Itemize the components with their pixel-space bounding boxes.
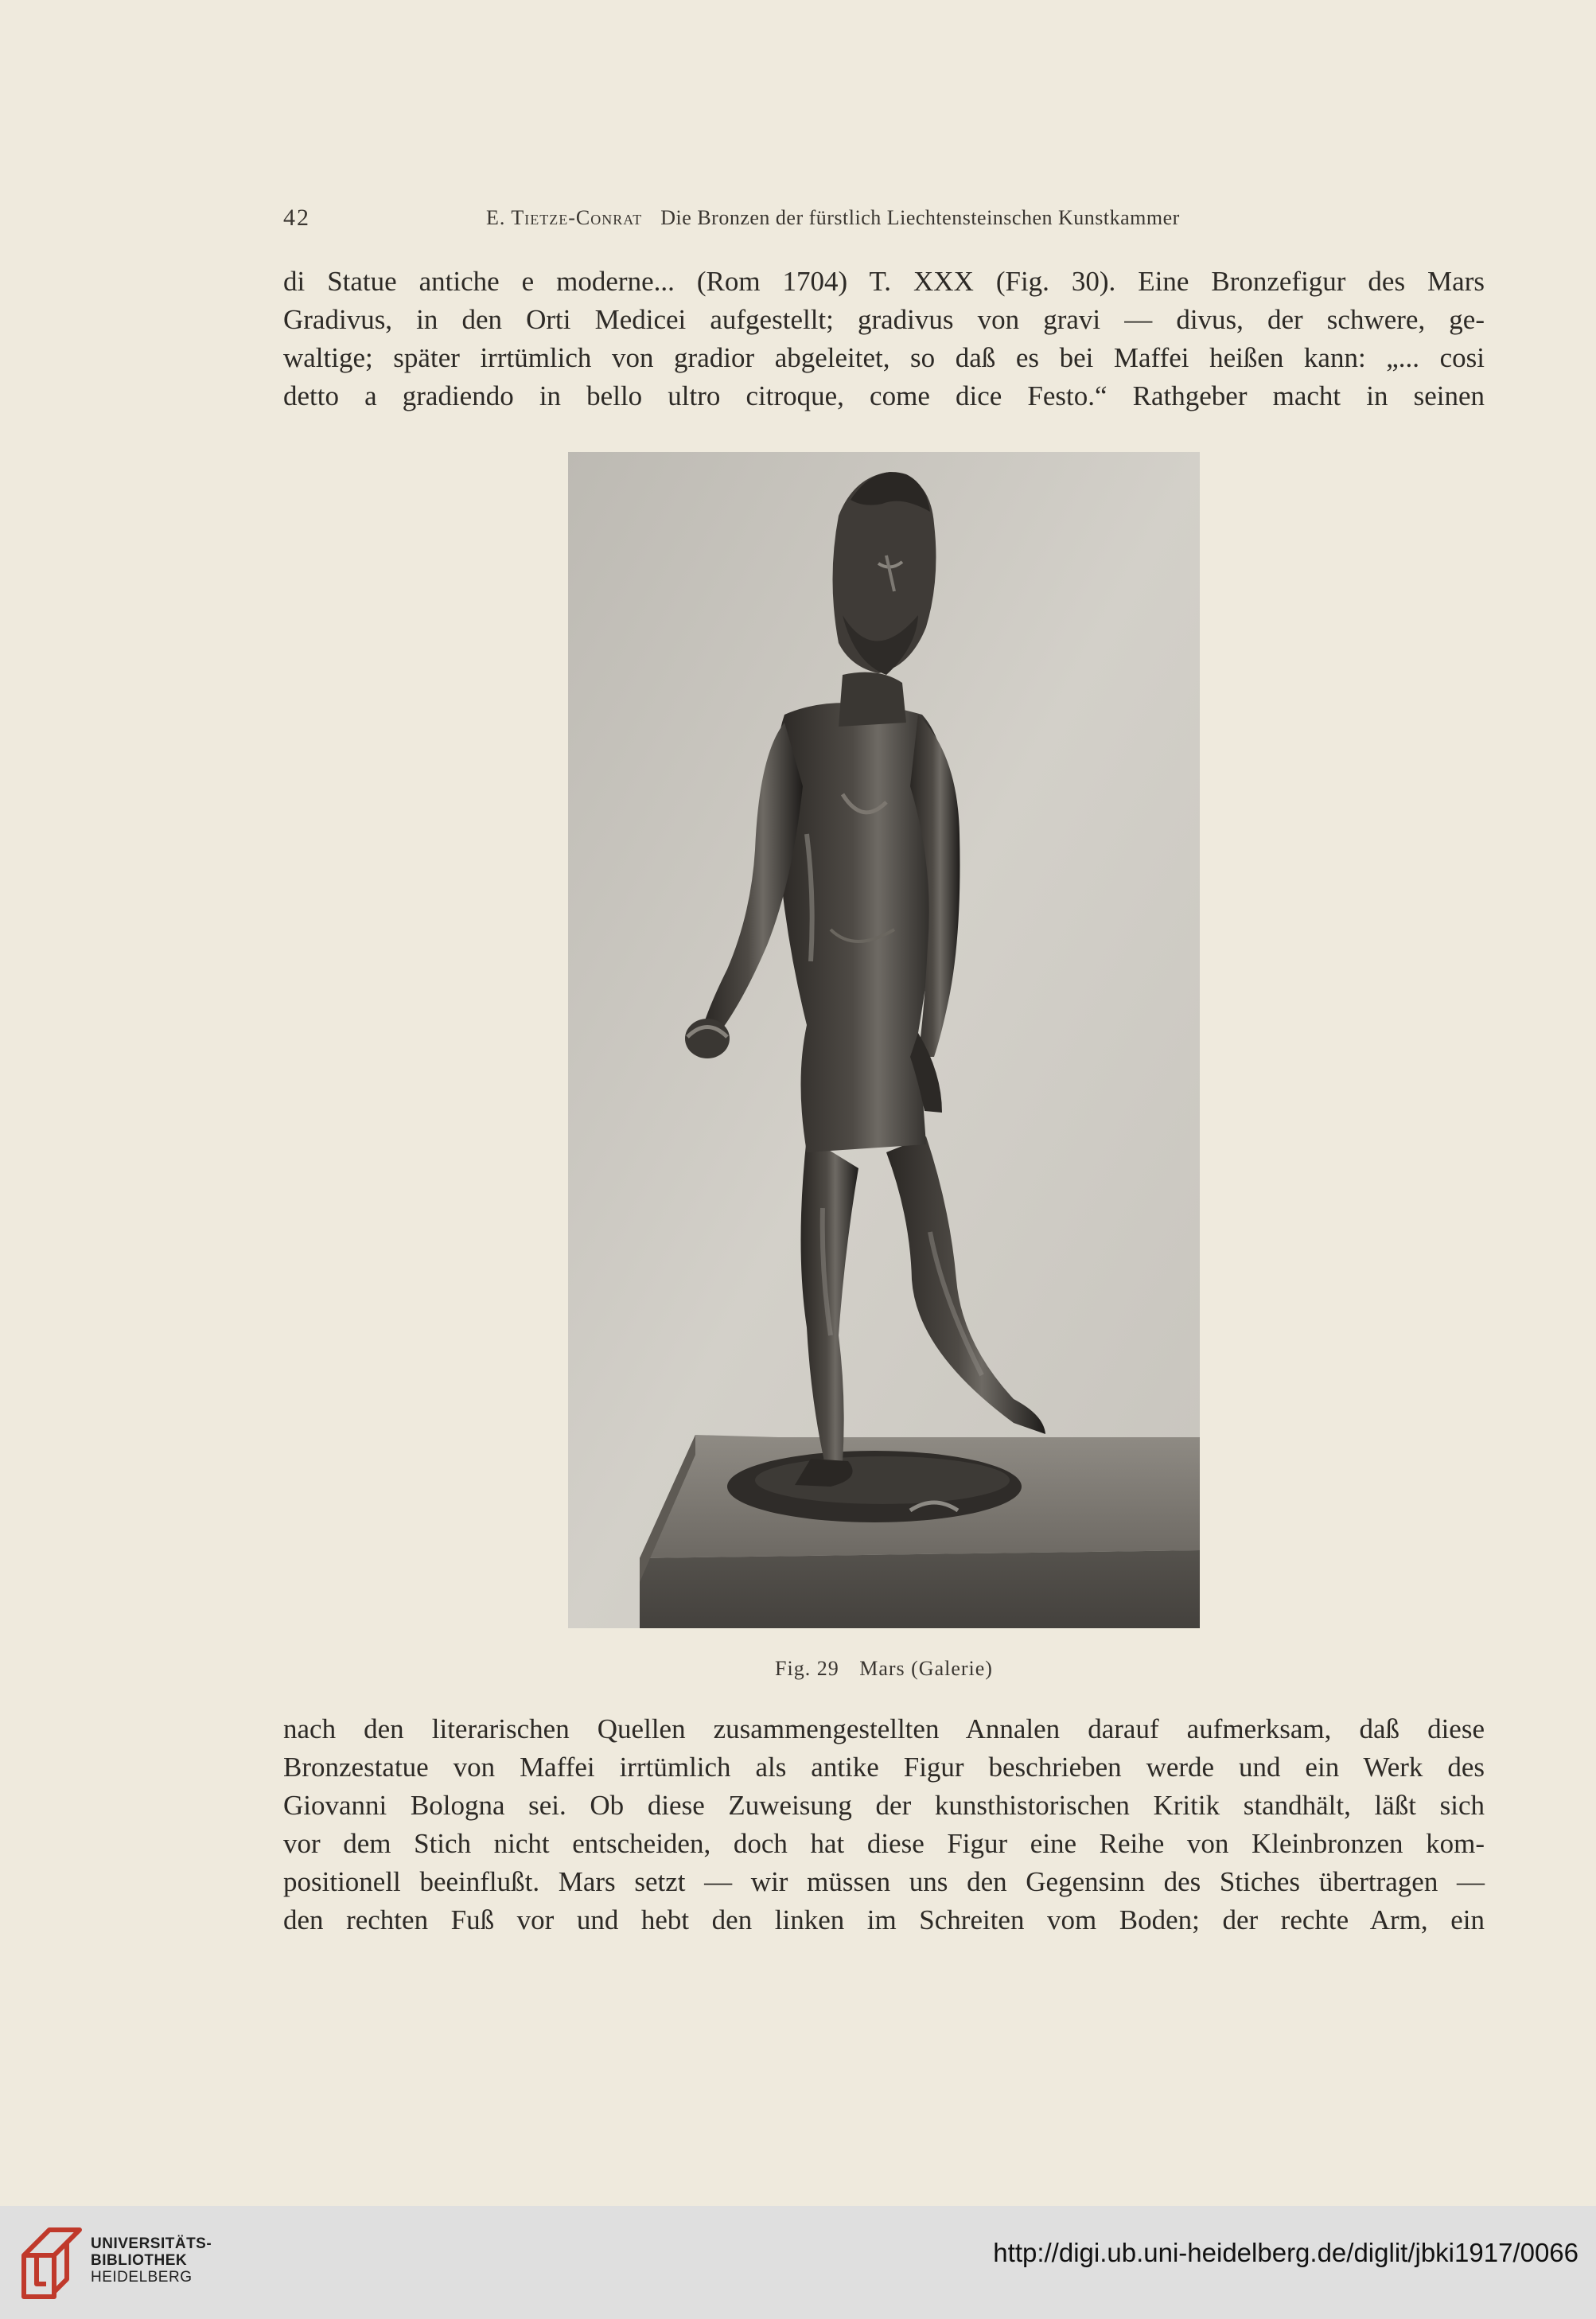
figure-label: Fig. 29 xyxy=(775,1657,839,1680)
figure-photo-mars-statue xyxy=(568,452,1200,1628)
source-url-link[interactable]: http://digi.ub.uni-heidelberg.de/diglit/jbki1917/0066 xyxy=(993,2238,1578,2267)
running-head-title: Die Bronzen der fürstlich Liechtensteinschen Kunstkammer xyxy=(660,206,1180,229)
figure-caption xyxy=(568,1657,1200,1681)
paragraph-line: di Statue antiche e moderne... (Rom 1704) T. XXX (Fig. 30). Eine Bronzefigur des Mars xyxy=(283,266,1485,297)
running-head-author: E. Tietze-Conrat xyxy=(486,206,643,229)
paragraph-line: Bronzestatue von Maffei irrtümlich als antike Figur beschrieben werde und ein Werk des xyxy=(283,1752,1485,1783)
footer-bar xyxy=(0,2206,1596,2319)
figure-title: Mars (Galerie) xyxy=(859,1657,993,1680)
library-name[interactable] xyxy=(91,2235,212,2286)
paragraph-bottom xyxy=(283,1710,1485,1939)
paragraph-line: nach den literarischen Quellen zusammengestellten Annalen darauf aufmerksam, daß diese xyxy=(283,1713,1485,1744)
running-head xyxy=(283,201,1283,233)
library-logo-icon[interactable] xyxy=(18,2224,89,2303)
library-name-line: HEIDELBERG xyxy=(91,2269,193,2286)
paragraph-line: den rechten Fuß vor und hebt den linken im Schreiten vom Boden; der rechte Arm, ein xyxy=(283,1904,1485,1935)
library-name-line: BIBLIOTHEK xyxy=(91,2252,188,2269)
paragraph-line: Giovanni Bologna sei. Ob diese Zuweisung der kunsthistorischen Kritik standhält, läßt sich xyxy=(283,1790,1485,1821)
paragraph-line: detto a gradiendo in bello ultro citroque, come dice Festo.“ Rathgeber macht in seinen xyxy=(283,380,1485,411)
paragraph-line: positionell beeinflußt. Mars setzt — wir müssen uns den Gegensinn des Stiches übertragen — xyxy=(283,1866,1485,1897)
paragraph-top xyxy=(283,263,1485,415)
paragraph-line: vor dem Stich nicht entscheiden, doch hat diese Figur eine Reihe von Kleinbronzen kom- xyxy=(283,1828,1485,1859)
paragraph-line: Gradivus, in den Orti Medicei aufgestellt; gradivus von gravi — divus, der schwere, ge- xyxy=(283,304,1485,335)
running-title xyxy=(486,206,1180,230)
library-name-line: UNIVERSITÄTS- xyxy=(91,2235,212,2252)
paragraph-line: waltige; später irrtümlich von gradior abgeleitet, so daß es bei Maffei heißen kann: „... cosi xyxy=(283,342,1485,373)
page-number: 42 xyxy=(283,205,310,231)
